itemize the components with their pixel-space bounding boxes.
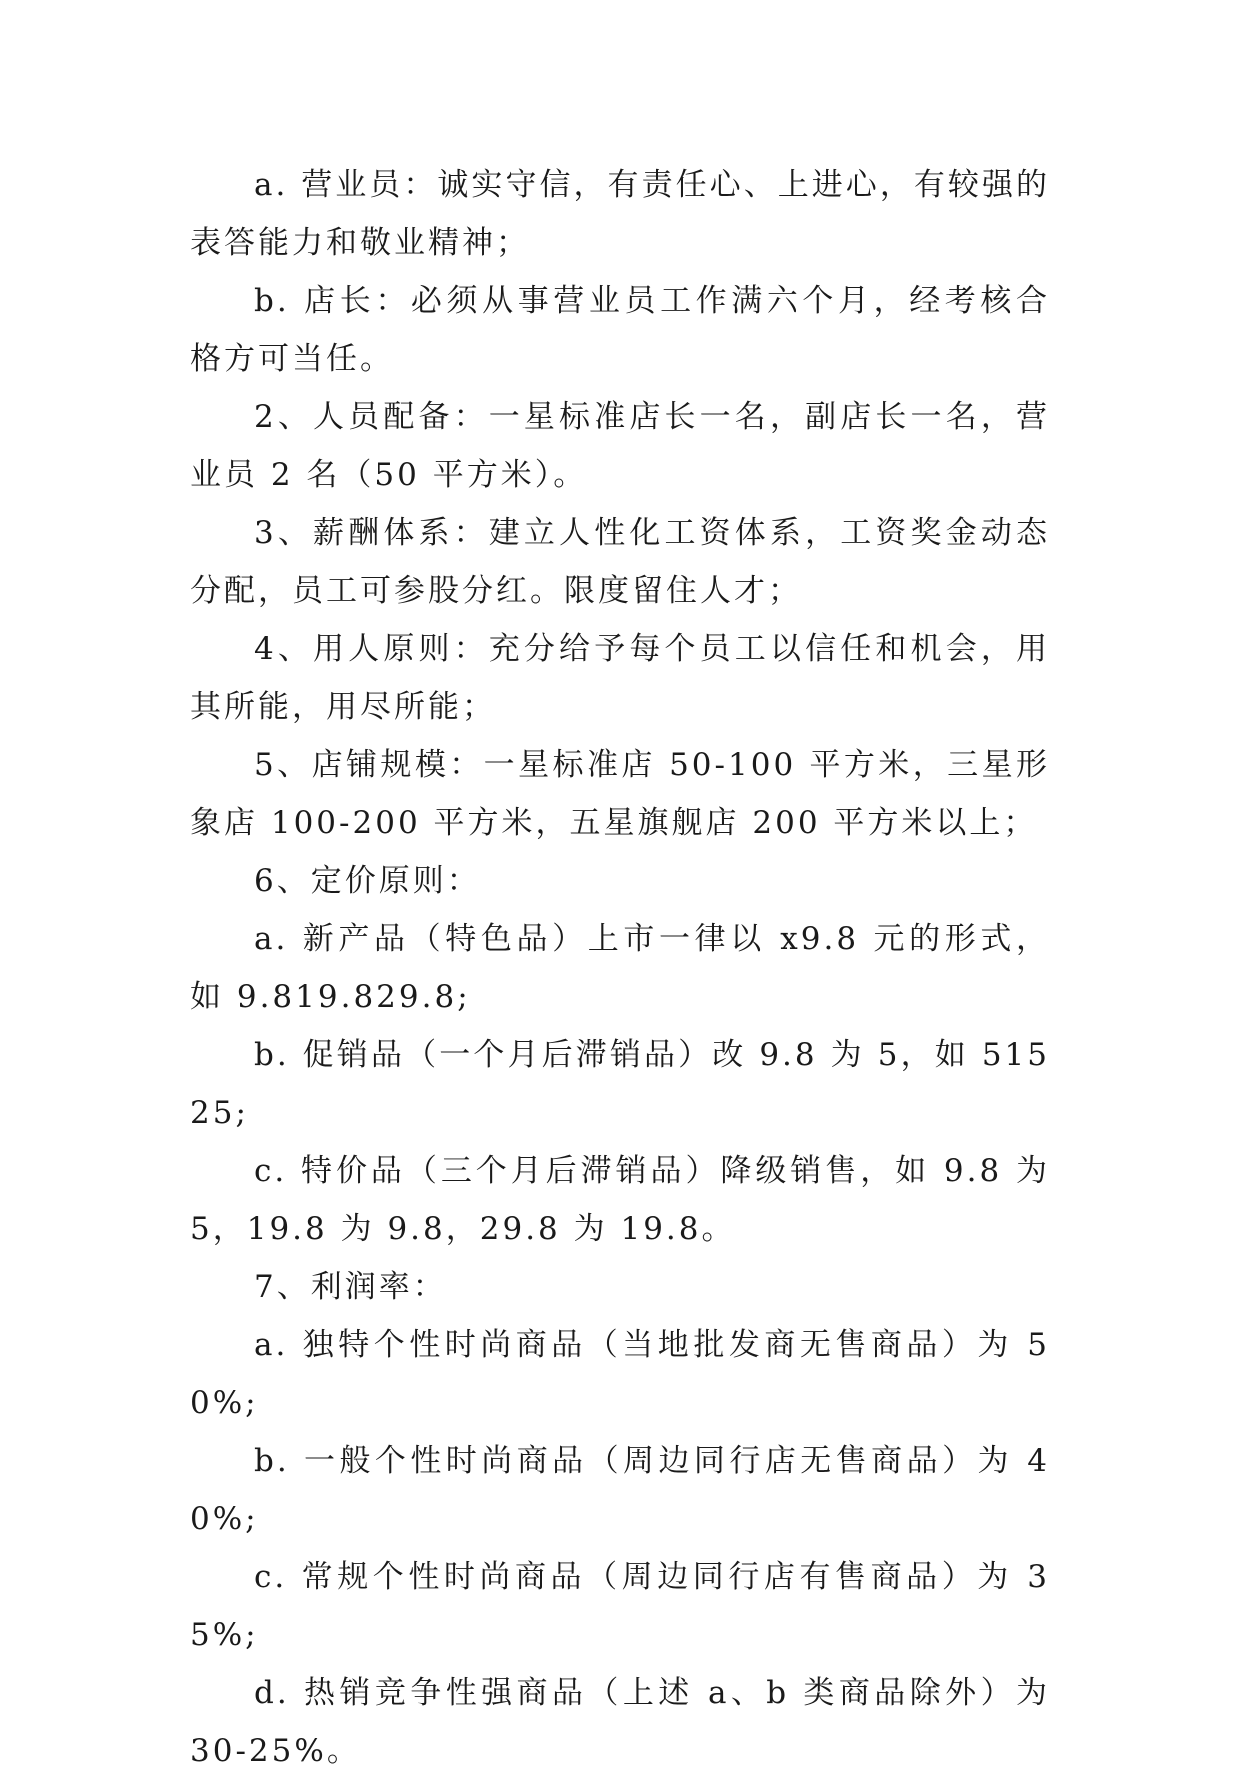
paragraph-margin-general: b. 一般个性时尚商品（周边同行店无售商品）为 40%; [190,1443,1050,1537]
paragraph-margin-regular: c. 常规个性时尚商品（周边同行店有售商品）为 35%; [190,1559,1050,1653]
document-body [190,156,1050,1780]
paragraph-pricing-promotions: b. 促销品（一个月后滞销品）改 9.8 为 5，如 51525; [190,1037,1050,1131]
paragraph-manager-requirements: b. 店长：必须从事营业员工作满六个月，经考核合格方可当任。 [190,283,1050,377]
paragraph-staffing: 2、人员配备：一星标准店长一名，副店长一名，营业员 2 名（50 平方米）。 [190,399,1050,493]
paragraph-margin-hot-selling: d. 热销竞争性强商品（上述 a、b 类商品除外）为 30-25%。 [190,1675,1050,1769]
paragraph-compensation: 3、薪酬体系：建立人性化工资体系，工资奖金动态分配，员工可参股分红。限度留住人才； [190,515,1050,609]
paragraph-pricing-new-products: a. 新产品（特色品）上市一律以 x9.8 元的形式，如 9.819.829.8; [190,921,1050,1015]
paragraph-hiring-principles: 4、用人原则：充分给予每个员工以信任和机会，用其所能，用尽所能； [190,631,1050,725]
paragraph-margin-unique: a. 独特个性时尚商品（当地批发商无售商品）为 50%; [190,1327,1050,1421]
paragraph-salesperson-requirements: a. 营业员：诚实守信，有责任心、上进心，有较强的表答能力和敬业精神； [190,167,1050,261]
paragraph-pricing-specials: c. 特价品（三个月后滞销品）降级销售，如 9.8 为 5，19.8 为 9.8，29.8 为 19.8。 [190,1153,1050,1247]
paragraph-margin-heading: 7、利润率： [254,1269,447,1305]
paragraph-store-scale: 5、店铺规模：一星标准店 50-100 平方米，三星形象店 100-200 平方米，五星旗舰店 200 平方米以上； [190,747,1050,841]
paragraph-pricing-heading: 6、定价原则： [254,863,481,899]
